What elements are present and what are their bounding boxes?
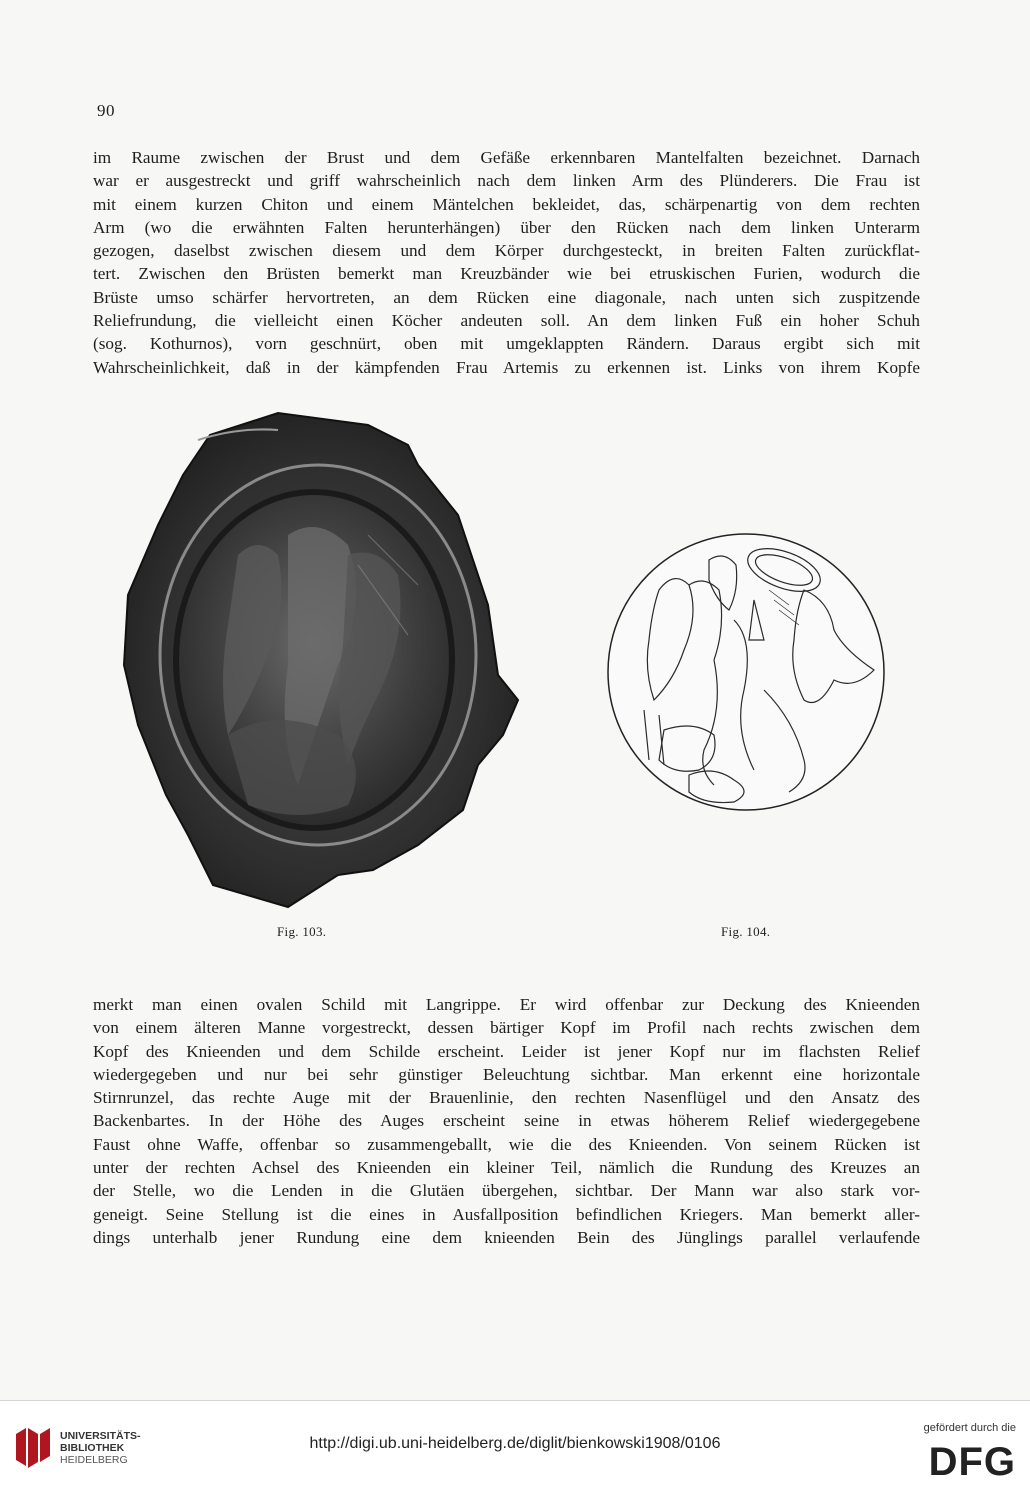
- text-line: unter der rechten Achsel des Knieenden ein kleiner Teil, nämlich die Rundung des Kreuzes an: [93, 1158, 920, 1178]
- text-line: Arm (wo die erwähnten Falten herunterhängen) über den Rücken nach dem linken Unterarm: [93, 217, 920, 237]
- text-line: (sog. Kothurnos), vorn geschnürt, oben mit umgeklappten Rändern. Daraus ergibt sich mit: [93, 334, 920, 354]
- text-line: Kopf des Knieenden und dem Schilde erscheint. Leider ist jener Kopf nur im flachsten Relief: [93, 1041, 920, 1061]
- text-line: gezogen, daselbst zwischen diesem und dem Körper durchgesteckt, in breiten Falten zurückflat-: [93, 241, 920, 261]
- text-line: mit einem kurzen Chiton und einem Mäntelchen bekleidet, das, schärpenartig von dem rechten: [93, 194, 920, 214]
- text-line: Stirnrunzel, das rechte Auge mit der Brauenlinie, den rechten Nasenflügel und den Ansatz des: [93, 1088, 920, 1108]
- text-line: Faust ohne Waffe, offenbar so zusammengeballt, wie die des Knieenden. Von seinem Rücken ist: [93, 1134, 920, 1154]
- text-line: Backenbartes. In der Höhe des Auges erscheint seine in etwas höherem Relief wiedergegebene: [93, 1111, 920, 1131]
- funding-note: gefördert durch die: [923, 1422, 1016, 1434]
- text-line: tert. Zwischen den Brüsten bemerkt man Kreuzbänder wie bei etruskischen Furien, wodurch die: [93, 264, 920, 284]
- text-line: dings unterhalb jener Rundung eine dem knieenden Bein des Jünglings parallel verlaufende: [93, 1227, 920, 1247]
- text-line: wiedergegeben und nur bei sehr günstiger Beleuchtung sichtbar. Man erkennt eine horizontale: [93, 1064, 920, 1084]
- viewer-footer: [0, 1400, 1030, 1491]
- text-line: war er ausgestreckt und griff wahrscheinlich nach dem linken Arm des Plünderers. Die Frau ist: [93, 171, 920, 191]
- library-line-1: UNIVERSITÄTS-: [60, 1430, 141, 1442]
- text-line: von einem älteren Manne vorgestreckt, dessen bärtiger Kopf im Profil nach rechts zwischen dem: [93, 1018, 920, 1038]
- footer-divider: [0, 1400, 1030, 1401]
- library-line-3: HEIDELBERG: [60, 1454, 128, 1466]
- dfg-logo[interactable]: DFG: [928, 1440, 1016, 1484]
- figure-104-line-drawing: [604, 530, 889, 815]
- text-line: Wahrscheinlichkeit, daß in der kämpfenden Frau Artemis zu erkennen ist. Links von ihrem Kopfe: [93, 357, 920, 377]
- library-line-2: BIBLIOTHEK: [60, 1442, 125, 1454]
- figure-103-relief-photo: [118, 405, 528, 910]
- figure-103-caption: Fig. 103.: [277, 924, 327, 939]
- text-line: merkt man einen ovalen Schild mit Langrippe. Er wird offenbar zur Deckung des Knieenden: [93, 995, 920, 1014]
- permalink-url[interactable]: http://digi.ub.uni-heidelberg.de/diglit/bienkowski1908/0106: [309, 1435, 721, 1452]
- bottom-paragraph: [93, 993, 920, 1249]
- text-line: Brüste umso schärfer hervortreten, an dem Rücken eine diagonale, nach unten sich zuspitzende: [93, 287, 920, 307]
- text-line: Reliefrundung, die vielleicht einen Köcher andeuten soll. An dem linken Fuß ein hoher Schuh: [93, 311, 920, 331]
- figure-104-caption: Fig. 104.: [721, 924, 771, 939]
- text-line: im Raume zwischen der Brust und dem Gefäße erkennbaren Mantelfalten bezeichnet. Darnach: [93, 148, 920, 167]
- text-line: der Stelle, wo die Lenden in die Glutäen übergehen, sichtbar. Der Mann war also stark vor-: [93, 1181, 920, 1201]
- top-paragraph: [93, 146, 920, 379]
- page-number: 90: [97, 101, 115, 120]
- text-line: geneigt. Seine Stellung ist die eines in Ausfallposition befindlichen Kriegers. Man bemerkt aller-: [93, 1204, 920, 1224]
